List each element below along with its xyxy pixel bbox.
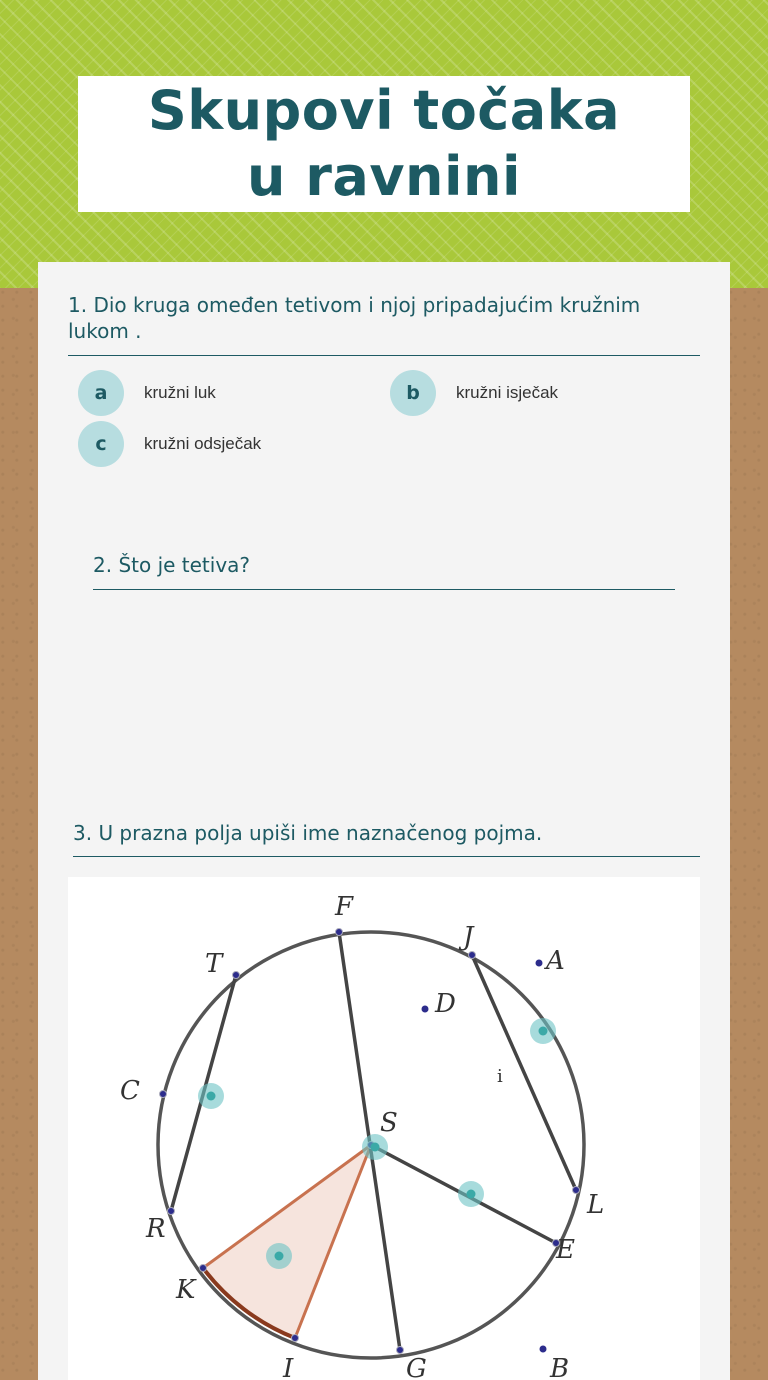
label-g: G	[406, 1354, 427, 1380]
label-j: J	[463, 922, 474, 952]
hotspot-sector[interactable]	[266, 1243, 292, 1269]
hotspot-center[interactable]	[362, 1134, 388, 1160]
option-a-letter: a	[78, 370, 124, 416]
point-t	[233, 972, 240, 979]
option-c-label: kružni odsječak	[144, 434, 262, 453]
label-e: E	[556, 1235, 575, 1265]
point-a	[536, 960, 543, 967]
sector-fill	[203, 1145, 371, 1338]
point-d	[422, 1006, 429, 1013]
chord-jl	[472, 955, 576, 1190]
circle-figure-svg	[68, 877, 700, 1380]
point-b	[540, 1346, 547, 1353]
label-l: L	[587, 1190, 605, 1220]
question-2-divider	[93, 589, 675, 590]
question-2-text: 2. Što je tetiva?	[93, 553, 251, 577]
label-s: S	[380, 1108, 398, 1138]
hotspot-radius[interactable]	[458, 1181, 484, 1207]
point-c	[160, 1091, 167, 1098]
label-c: C	[120, 1076, 140, 1106]
point-j	[469, 952, 476, 959]
option-c-letter: c	[78, 421, 124, 467]
hotspot-chord[interactable]	[198, 1083, 224, 1109]
hotspot-arc[interactable]	[530, 1018, 556, 1044]
label-a: A	[546, 946, 565, 976]
point-r	[168, 1208, 175, 1215]
label-r: R	[146, 1214, 166, 1244]
option-b-letter: b	[390, 370, 436, 416]
label-i: I	[283, 1354, 294, 1380]
label-d: D	[435, 989, 456, 1019]
page-title: Skupovi točaka u ravnini	[147, 79, 621, 208]
point-k	[200, 1265, 207, 1272]
label-k: K	[176, 1275, 196, 1305]
question-3-divider	[73, 856, 700, 857]
point-l	[573, 1187, 580, 1194]
label-t: T	[205, 949, 223, 979]
question-3-text: 3. U prazna polja upiši ime naznačenog pojma.	[73, 821, 543, 845]
option-a[interactable]	[78, 370, 216, 416]
point-g	[397, 1347, 404, 1354]
title-banner	[78, 76, 690, 212]
option-c[interactable]	[78, 421, 261, 467]
label-b: B	[550, 1354, 570, 1380]
circle-diagram	[68, 877, 700, 1380]
point-i	[292, 1335, 299, 1342]
point-f	[336, 929, 343, 936]
option-a-label: kružni luk	[144, 383, 216, 402]
option-b-label: kružni isječak	[456, 383, 559, 402]
question-1-divider	[68, 355, 700, 356]
option-b[interactable]	[390, 370, 558, 416]
label-f: F	[335, 892, 354, 922]
question-1-text: 1. Dio kruga omeđen tetivom i njoj pripadajućim kružnim lukom .	[68, 293, 641, 343]
label-i-small: i	[497, 1066, 503, 1087]
